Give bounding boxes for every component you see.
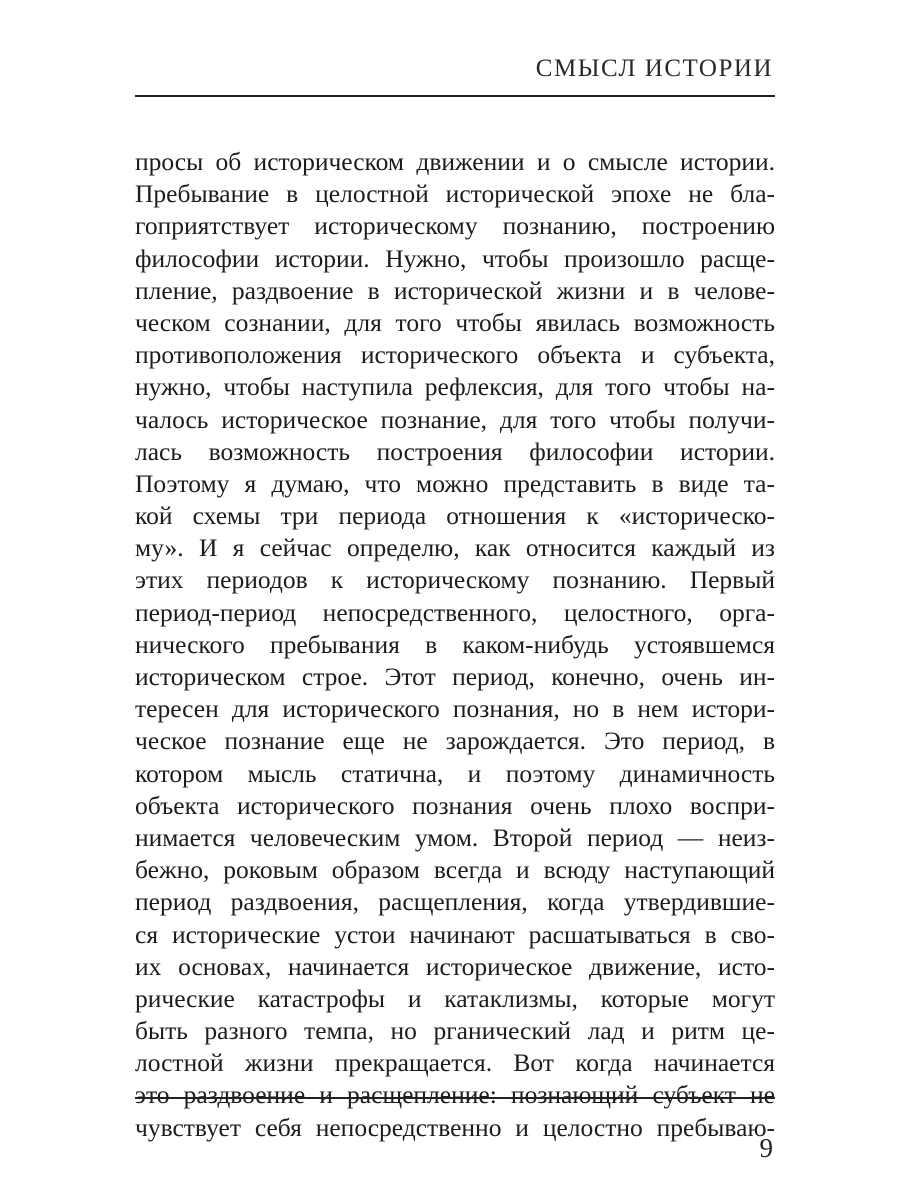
text-line: му». И я сейчас определю, как относится каждый из: [135, 533, 775, 563]
text-line: этих периодов к историческому познанию. Первый: [135, 565, 775, 595]
text-line: нимается человеческим умом. Второй период — неиз-: [135, 822, 775, 852]
footer-rule: [135, 1097, 775, 1099]
text-line: философии истории. Нужно, чтобы произошло расще-: [135, 243, 775, 273]
text-line: противоположения исторического объекта и субъекта,: [135, 340, 775, 370]
text-line: просы об историческом движении и о смысле истории.: [135, 147, 775, 176]
text-line: объекта исторического познания очень плохо воспри-: [135, 790, 775, 820]
text-line: рические катастрофы и катаклизмы, которые могут: [135, 983, 775, 1013]
text-line: лась возможность построения философии истории.: [135, 436, 775, 466]
page-body: [135, 146, 775, 1144]
text-line: ся исторические устои начинают расшатываться в сво-: [135, 919, 775, 949]
text-line: ческое познание еще не зарождается. Это период, в: [135, 726, 775, 756]
text-line: историческом строе. Этот период, конечно, очень ин-: [135, 662, 775, 691]
text-line: Поэтому я думаю, что можно представить в виде та-: [135, 468, 775, 498]
text-line: тересен для исторического познания, но в нем истори-: [135, 694, 775, 724]
text-line: нужно, чтобы наступила рефлексия, для того чтобы на-: [135, 372, 775, 402]
text-line: бежно, роковым образом всегда и всюду наступающий: [135, 855, 775, 885]
text-line: чувствует себя непосредственно и целостно пребываю-: [135, 1112, 775, 1142]
text-line: пление, раздвоение в исторической жизни и в челове-: [135, 275, 775, 305]
header-rule: [135, 95, 775, 97]
page-number: 9: [759, 1133, 773, 1163]
running-title: СМЫСЛ ИСТОРИИ: [535, 55, 773, 82]
text-line: это раздвоение и расщепление: познающий субъект не: [135, 1080, 775, 1110]
text-line: быть разного темпа, но рганический лад и ритм це-: [135, 1016, 775, 1046]
text-line: лостной жизни прекращается. Вот когда начинается: [135, 1048, 775, 1078]
text-line: период раздвоения, расщепления, когда утвердившие-: [135, 887, 775, 917]
text-line: Пребывание в целостной исторической эпохе не бла-: [135, 179, 775, 209]
text-line: гоприятствует историческому познанию, построению: [135, 211, 775, 241]
text-line: чалось историческое познание, для того чтобы получи-: [135, 404, 775, 434]
text-line: нического пребывания в каком-нибудь устоявшемся: [135, 629, 775, 659]
text-line: их основах, начинается историческое движение, исто-: [135, 951, 775, 981]
text-line: ческом сознании, для того чтобы явилась возможность: [135, 307, 775, 337]
text-line: котором мысль статична, и поэтому динамичность: [135, 758, 775, 788]
text-line: кой схемы три периода отношения к «историческо-: [135, 501, 775, 531]
text-line: период-период непосредственного, целостного, орга-: [135, 597, 775, 627]
